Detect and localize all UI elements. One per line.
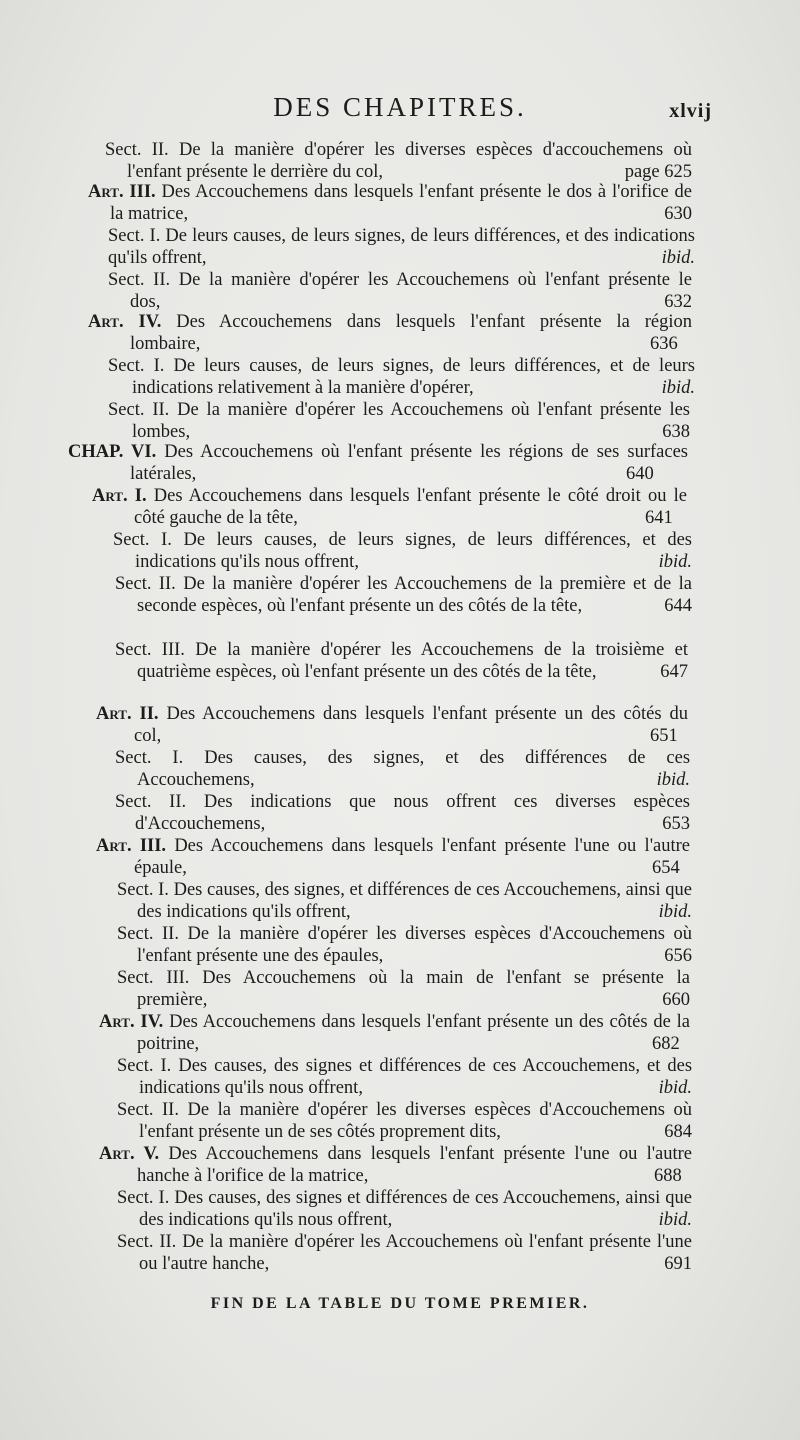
toc-entry-page: ibid. — [661, 247, 695, 268]
toc-entry-label: Art. III. — [88, 182, 156, 202]
toc-entry-title: De la manière d'opérer les Accouchemens où l'enfant présente l'une ou l'autre hanche, — [139, 1232, 693, 1274]
toc-entry-page: ibid. — [661, 377, 695, 398]
toc-entry: Art. IV. Des Accouchemens dans lesquels l'enfant présente la région lombaire, 636 — [88, 312, 693, 354]
toc-entry-title: Des Accouchemens dans lesquels l'enfant présente le dos à l'orifice de la matrice, — [110, 182, 692, 224]
toc-entry — [115, 748, 690, 791]
toc-entry-title: De la manière d'opérer les Accouchemens où l'enfant présente le dos, — [130, 270, 692, 312]
toc-entry-label: Sect. I. — [115, 748, 184, 768]
toc-entry-title: Des Accouchemens où la main de l'enfant se présente la première, — [137, 968, 690, 1010]
toc-entry-page: 647 — [660, 661, 688, 682]
toc-entry — [113, 530, 692, 573]
toc-entry-page: ibid. — [656, 769, 690, 790]
toc-entry — [88, 182, 692, 225]
toc-entry-page: page 625 — [624, 161, 692, 182]
page-number: xlvij — [669, 100, 712, 122]
toc-entry — [117, 1100, 692, 1143]
toc-entry-label: Sect. I. — [117, 1188, 170, 1208]
toc-entry-label: Sect. I. — [108, 356, 165, 376]
toc-entry-title: De la manière d'opérer les diverses espèces d'Accouchemens où l'enfant présente un de ses côtés proprement dits, — [139, 1100, 693, 1142]
toc-entry-title: De la manière d'opérer les diverses espèces d'accouchemens où l'enfant présente le derrière du col, — [127, 140, 692, 182]
toc-entry-label: Sect. II. — [115, 574, 176, 594]
toc-entry-title: De leurs causes, de leurs signes, de leurs différences, et des indications qu'ils offrent, — [108, 226, 696, 268]
toc-entry — [117, 1188, 692, 1231]
toc-entry-label: Sect. II. — [108, 270, 171, 290]
toc-entry-title: Des Accouchemens dans lesquels l'enfant présente un des côtés de la poitrine, — [137, 1012, 691, 1054]
toc-entry — [117, 968, 690, 1011]
toc-entry-title: Des causes, des signes et différences de ces Accouchemens, ainsi que des indications qu'ils nous offrent, — [139, 1188, 692, 1230]
toc-entry-label: Sect. II. — [105, 140, 169, 160]
toc-entry — [115, 792, 690, 835]
toc-entry-page: 632 — [664, 291, 692, 312]
toc-entry-title: De la manière d'opérer les Accouchemens de la première et de la seconde espèces, où l'enfant présente un des côtés de la tête, — [137, 574, 692, 616]
toc-entry — [105, 140, 692, 183]
toc-entry-title: Des Accouchemens dans lesquels l'enfant présente l'une ou l'autre épaule, — [134, 836, 691, 878]
toc-entry-page: 638 — [662, 421, 690, 442]
toc-entry-label: Art. III. — [96, 836, 167, 856]
toc-entry-title: Des causes, des signes, et différences de ces Accouchemens, ainsi que des indications qu'ils offrent, — [137, 880, 693, 922]
toc-entry-page: 684 — [664, 1121, 692, 1142]
toc-entry-title: Des Accouchemens dans lesquels l'enfant présente l'une ou l'autre hanche à l'orifice de la matrice, — [137, 1144, 693, 1186]
toc-entry — [108, 356, 695, 399]
toc-entry-title: De leurs causes, de leurs signes, de leurs différences, et des indications qu'ils nous offrent, — [135, 530, 692, 572]
toc-entry-title: De la manière d'opérer les Accouchemens de la troisième et quatrième espèces, où l'enfant présente un des côtés de la tête, — [137, 640, 688, 682]
toc-entry-label: Sect. II. — [117, 924, 179, 944]
toc-entry-label: Art. II. — [96, 704, 159, 724]
toc-entry-label: Art. IV. — [88, 312, 162, 332]
toc-entry-page: 644 — [664, 595, 692, 616]
toc-entry — [108, 226, 695, 269]
toc-entry-page: 660 — [662, 989, 690, 1010]
toc-entry-label: CHAP. VI. — [68, 442, 157, 462]
toc-entry — [117, 1232, 692, 1275]
toc-entry-label: Sect. I. — [117, 1056, 172, 1076]
toc-entry-title: De leurs causes, de leurs signes, de leurs différences, et de leurs indications relativement à la manière d'opérer, — [132, 356, 696, 398]
toc-entry: CHAP. VI. Des Accouchemens où l'enfant présente les régions de ses surfaces latérales, 640 — [68, 442, 688, 484]
toc-entry-title: De la manière d'opérer les diverses espèces d'Accouchemens où l'enfant présente une des épaules, — [137, 924, 693, 966]
toc-entry-label: Sect. III. — [115, 640, 185, 660]
toc-entry: Art. II. Des Accouchemens dans lesquels l'enfant présente un des côtés du col, 651 — [96, 704, 688, 746]
end-of-table-note: FIN DE LA TABLE DU TOME PREMIER. — [210, 1295, 590, 1312]
toc-entry — [117, 880, 692, 923]
toc-entry-page: 691 — [664, 1253, 692, 1274]
toc-entry-label: Sect. I. — [108, 226, 161, 246]
toc-entry-label: Sect. II. — [108, 400, 170, 420]
toc-entry-page: 630 — [664, 203, 692, 224]
toc-entry — [108, 270, 692, 313]
toc-entry-title: Des Accouchemens dans lesquels l'enfant présente le côté droit ou le côté gauche de la tête, — [134, 486, 687, 528]
toc-entry-label: Sect. III. — [117, 968, 190, 988]
running-title: DES CHAPITRES. — [273, 92, 527, 122]
toc-entry — [108, 400, 690, 443]
toc-entry-label: Art. V. — [99, 1144, 160, 1164]
toc-entry — [115, 640, 688, 683]
toc-entry-label: Sect. II. — [115, 792, 187, 812]
toc-entry: Art. IV. Des Accouchemens dans lesquels l'enfant présente un des côtés de la poitrine, 682 — [99, 1012, 691, 1054]
toc-entry-title: Des indications que nous offrent ces diverses espèces d'Accouchemens, — [135, 792, 691, 834]
toc-entry-title: Des causes, des signes et différences de ces Accouchemens, et des indications qu'ils nous offrent, — [139, 1056, 693, 1098]
toc-entry-label: Sect. II. — [117, 1232, 177, 1252]
toc-entry-title: Des Accouchemens dans lesquels l'enfant présente un des côtés du col, — [134, 704, 688, 746]
toc-entry: Art. I. Des Accouchemens dans lesquels l'enfant présente le côté droit ou le côté gauche de la tête, 641 — [92, 486, 687, 528]
toc-entry-label: Sect. II. — [117, 1100, 179, 1120]
toc-entry-page: ibid. — [658, 1209, 692, 1230]
toc-entry-label: Art. I. — [92, 486, 147, 506]
toc-entry-title: Des causes, des signes, et des différences de ces Accouchemens, — [137, 748, 691, 790]
toc-entry-label: Sect. I. — [117, 880, 169, 900]
toc-entry-page: 656 — [664, 945, 692, 966]
toc-entry-page: ibid. — [658, 551, 692, 572]
toc-entry-page: ibid. — [658, 901, 692, 922]
toc-entry — [115, 574, 692, 617]
toc-entry-page: ibid. — [658, 1077, 692, 1098]
toc-entry: Art. V. Des Accouchemens dans lesquels l'enfant présente l'une ou l'autre hanche à l'orifice de la matrice, 688 — [99, 1144, 693, 1186]
toc-entry-label: Sect. I. — [113, 530, 172, 550]
toc-entry-title: Des Accouchemens dans lesquels l'enfant présente la région lombaire, — [130, 312, 693, 354]
toc-entry-label: Art. IV. — [99, 1012, 164, 1032]
toc-entry — [117, 1056, 692, 1099]
toc-entry: Art. III. Des Accouchemens dans lesquels l'enfant présente l'une ou l'autre épaule, 654 — [96, 836, 691, 878]
toc-entry-title: Des Accouchemens où l'enfant présente les régions de ses surfaces latérales, — [130, 442, 688, 484]
toc-entry — [117, 924, 692, 967]
toc-entry-page: 653 — [662, 813, 690, 834]
toc-entry-title: De la manière d'opérer les Accouchemens où l'enfant présente les lombes, — [132, 400, 690, 442]
